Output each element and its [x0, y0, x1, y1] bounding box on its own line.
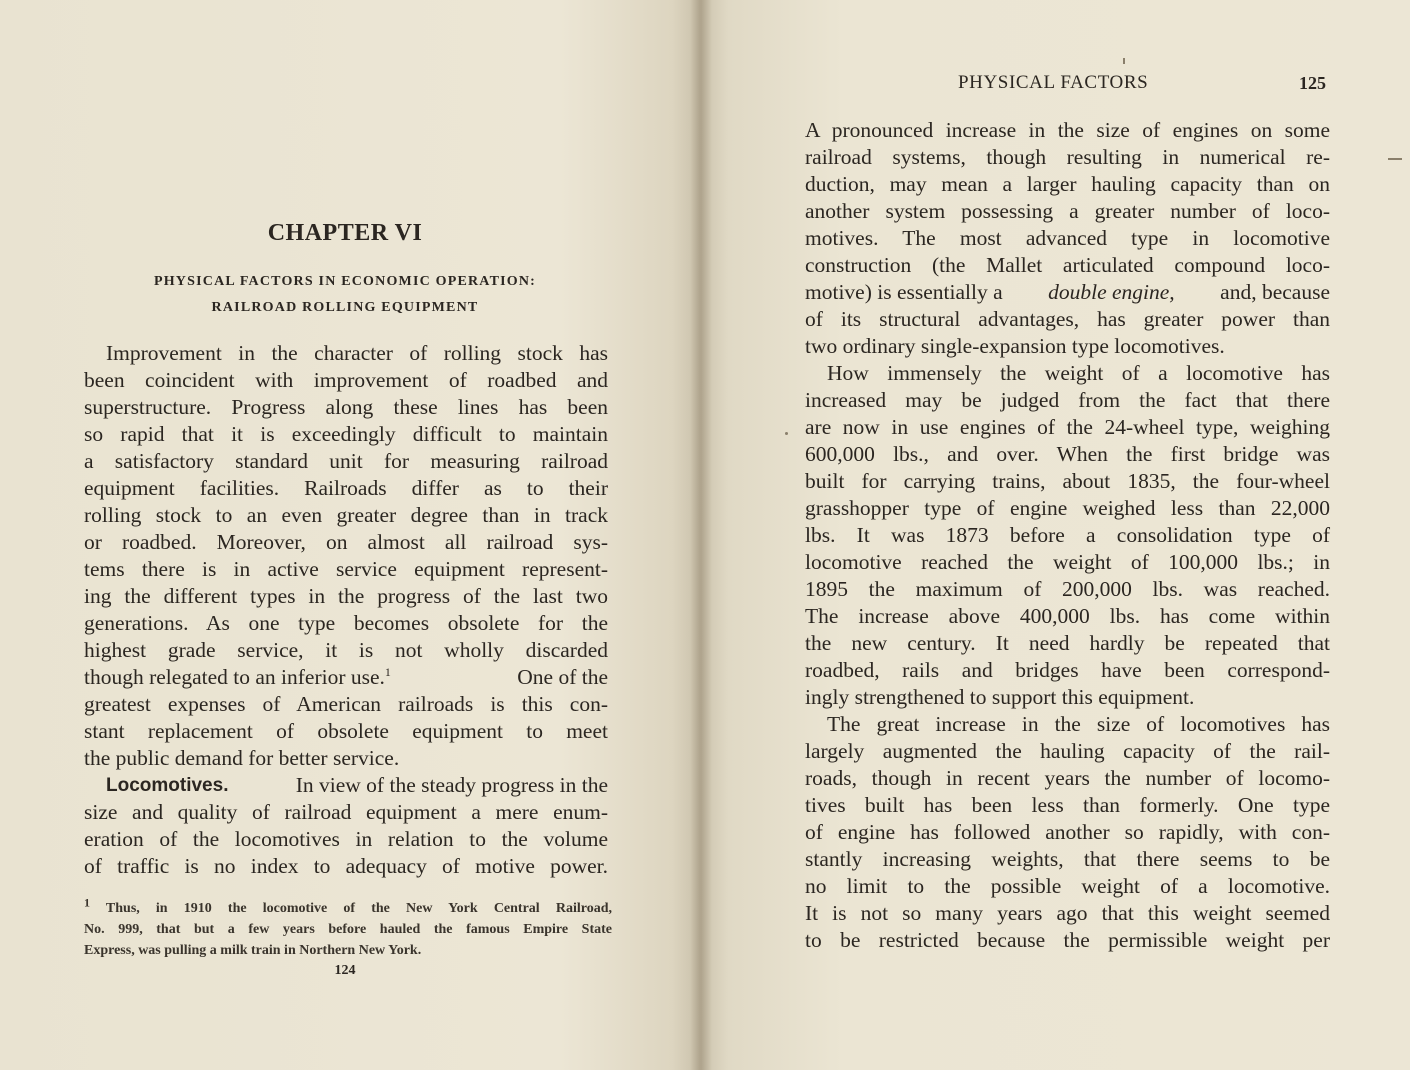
text-line: locomotive reached the weight of 100,000 lbs.; in	[805, 550, 1330, 574]
footnote-text: Thus, in 1910 the locomotive of the New York Central Railroad,	[105, 901, 612, 916]
text-line: 600,000 lbs., and over. When the first bridge was	[805, 442, 1330, 466]
text-line: the public demand for better service.	[84, 746, 400, 770]
paper-mark	[1388, 158, 1402, 160]
text-line: The increase above 400,000 lbs. has come within	[805, 604, 1330, 628]
text-line: been coincident with improvement of roadbed and	[84, 368, 608, 392]
text-line: A pronounced increase in the size of engines on some	[805, 118, 1330, 142]
text-line: of its structural advantages, has greater power than	[805, 307, 1330, 331]
left-page	[0, 0, 700, 1070]
text-line: two ordinary single-expansion type locomotives.	[805, 334, 1225, 358]
text-line: no limit to the possible weight of a locomotive.	[805, 874, 1330, 898]
footnote-line	[84, 895, 612, 919]
chapter-title: CHAPTER VI	[267, 220, 423, 246]
text-line: roadbed, rails and bridges have been correspond-	[805, 658, 1330, 682]
chapter-subtitle-line-1: PHYSICAL FACTORS IN ECONOMIC OPERATION:	[153, 274, 537, 289]
footnote-line: Express, was pulling a milk train in Northern New York.	[84, 943, 422, 958]
text-line: motives. The most advanced type in locomotive	[805, 226, 1330, 250]
text-line: tems there is in active service equipment represent-	[84, 557, 608, 581]
paper-mark	[785, 432, 788, 435]
italic-phrase: double engine,	[1048, 280, 1175, 304]
text-segment: though relegated to an inferior use.	[84, 665, 385, 689]
text-line: greatest expenses of American railroads is this con-	[84, 692, 608, 716]
text-line: construction (the Mallet articulated compound loco-	[805, 253, 1330, 277]
text-line: stant replacement of obsolete equipment to meet	[84, 719, 608, 743]
footnote-marker: 1	[384, 664, 391, 679]
text-segment: motive) is essentially a	[805, 280, 1003, 304]
text-line: another system possessing a greater number of loco-	[805, 199, 1330, 223]
running-head: PHYSICAL FACTORS	[958, 72, 1149, 93]
text-line: 1895 the maximum of 200,000 lbs. was reached.	[805, 577, 1330, 601]
text-line: ing the different types in the progress of the last two	[84, 584, 608, 608]
text-line: rolling stock to an even greater degree than in track	[84, 503, 608, 527]
text-line: of traffic is no index to adequacy of motive power.	[84, 854, 608, 878]
text-line: generations. As one type becomes obsolete for the	[84, 611, 608, 635]
text-line: ingly strengthened to support this equipment.	[805, 685, 1195, 709]
section-heading-locomotives: Locomotives.	[106, 775, 229, 796]
paper-mark	[1123, 58, 1125, 64]
text-line: eration of the locomotives in relation to the volume	[84, 827, 608, 851]
text-segment: One of the	[517, 665, 608, 689]
page-number-left: 124	[334, 963, 356, 978]
text-line: the new century. It need hardly be repeated that	[805, 631, 1330, 655]
book-gutter	[690, 0, 712, 1070]
text-segment: and, because	[1220, 280, 1330, 304]
text-line: so rapid that it is exceedingly difficult to maintain	[84, 422, 608, 446]
text-segment: In view of the steady progress in the	[295, 773, 608, 797]
text-line: Improvement in the character of rolling stock has	[106, 341, 608, 365]
text-line: are now in use engines of the 24-wheel type, weighing	[805, 415, 1330, 439]
text-line: size and quality of railroad equipment a mere enum-	[84, 800, 608, 824]
text-line: largely augmented the hauling capacity of the rail-	[805, 739, 1330, 763]
text-line: How immensely the weight of a locomotive has	[827, 361, 1330, 385]
text-line: a satisfactory standard unit for measuring railroad	[84, 449, 608, 473]
chapter-subtitle-line-2: RAILROAD ROLLING EQUIPMENT	[211, 300, 479, 315]
text-line: duction, may mean a larger hauling capacity than on	[805, 172, 1330, 196]
text-line: roads, though in recent years the number of locomo-	[805, 766, 1330, 790]
locomotives-paragraph-start	[106, 772, 608, 799]
text-line: equipment facilities. Railroads differ as to their	[84, 476, 608, 500]
text-line: The great increase in the size of locomotives has	[827, 712, 1330, 736]
text-line: or roadbed. Moreover, on almost all railroad sys-	[84, 530, 608, 554]
footnote-number: 1	[84, 895, 90, 910]
text-line: stantly increasing weights, that there seems to be	[805, 847, 1330, 871]
text-line-with-footnote	[84, 664, 608, 691]
footnote-line: No. 999, that but a few years before hauled the famous Empire State	[84, 922, 612, 937]
text-line: highest grade service, it is not wholly discarded	[84, 638, 608, 662]
text-line: of engine has followed another so rapidly, with con-	[805, 820, 1330, 844]
text-line: lbs. It was 1873 before a consolidation type of	[805, 523, 1330, 547]
text-line: to be restricted because the permissible weight per	[805, 928, 1330, 952]
page-number-right: 125	[1299, 73, 1326, 93]
text-line-with-italic	[805, 279, 1330, 306]
text-line: increased may be judged from the fact that there	[805, 388, 1330, 412]
text-line: tives built has been less than formerly. One type	[805, 793, 1330, 817]
text-line: grasshopper type of engine weighed less than 22,000	[805, 496, 1330, 520]
text-line: built for carrying trains, about 1835, the four-wheel	[805, 469, 1330, 493]
text-line: railroad systems, though resulting in numerical re-	[805, 145, 1330, 169]
text-line: superstructure. Progress along these lines has been	[84, 395, 608, 419]
text-line: It is not so many years ago that this weight seemed	[805, 901, 1330, 925]
